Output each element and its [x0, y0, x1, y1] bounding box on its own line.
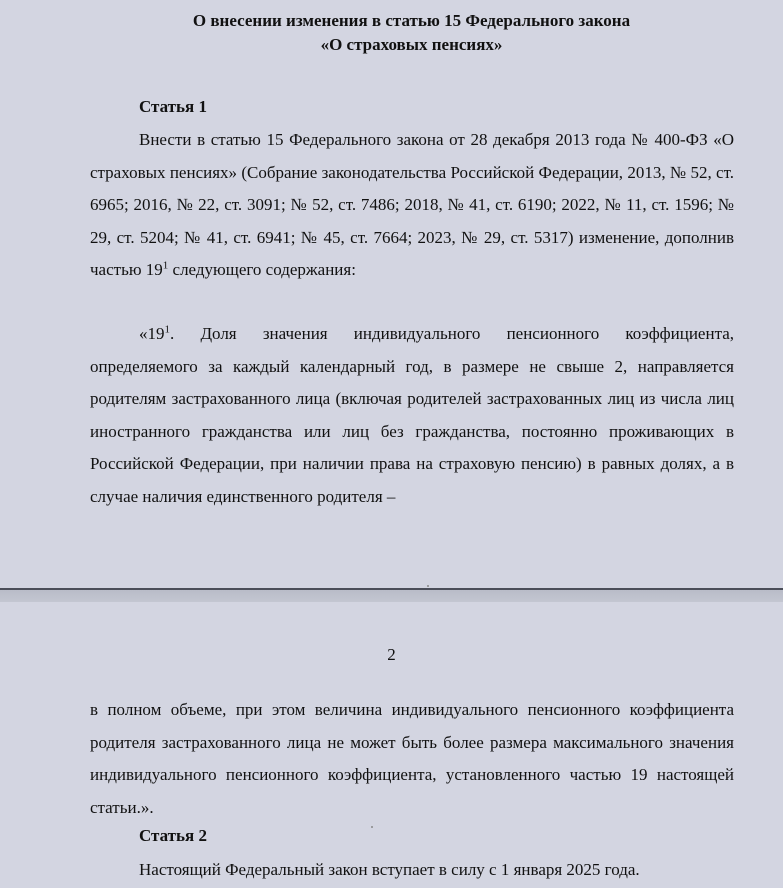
quote-sup: 1	[164, 323, 170, 336]
quote-body: . Доля значения индивидуального пенсионного коэффициента, определяемого за каждый календарный год, в размере не свыше 2, направляется родителям застрахованного лица (включая родителей застрахованных лиц из числа лиц иностранного гражданства или лиц без гражданства, постоянно проживающих в Российской Федерации, при наличии права на страховую пенсию) в равных долях, а в случае наличия единственного родителя –	[90, 324, 734, 506]
quote-continuation: в полном объеме, при этом величина индивидуального пенсионного коэффициента родителя застрахованного лица не может быть более размера максимального значения индивидуального пенсионного коэффициента, установленного частью 19 настоящей статьи.».	[90, 700, 734, 817]
article-1-intro-text: Внести в статью 15 Федерального закона от 28 декабря 2013 года № 400-ФЗ «О страховых пенсиях» (Собрание законодательства Российской Федерации, 2013, № 52, ст. 6965; 2016, № 22, ст. 3091; № 52, ст. 7486; 2018, № 41, ст. 6190; 2022, № 11, ст. 1596; № 29, ст. 5204; № 41, ст. 6941; № 45, ст. 7664; 2023, № 29, ст. 5317) изменение, дополнив частью 19	[90, 130, 734, 280]
article-2-heading: Статья 2	[139, 826, 207, 845]
title-line-1: О внесении изменения в статью 15 Федерального закона	[192, 11, 631, 30]
scan-speck	[371, 826, 373, 828]
article-1-heading: Статья 1	[139, 97, 207, 116]
quote-prefix: «19	[139, 324, 165, 343]
article-1-intro	[90, 124, 734, 287]
quoted-amendment	[90, 318, 734, 514]
title-line-2: «О страховых пенсиях»	[320, 35, 503, 54]
article-1-intro-tail: следующего содержания:	[168, 260, 356, 280]
scan-speck	[427, 585, 429, 587]
document-title	[90, 9, 733, 57]
page-break	[0, 588, 783, 602]
article-1-intro-sup: 1	[162, 259, 169, 272]
article-2-text: Настоящий Федеральный закон вступает в силу с 1 января 2025 года.	[139, 860, 640, 879]
page-number: 2	[387, 645, 396, 664]
